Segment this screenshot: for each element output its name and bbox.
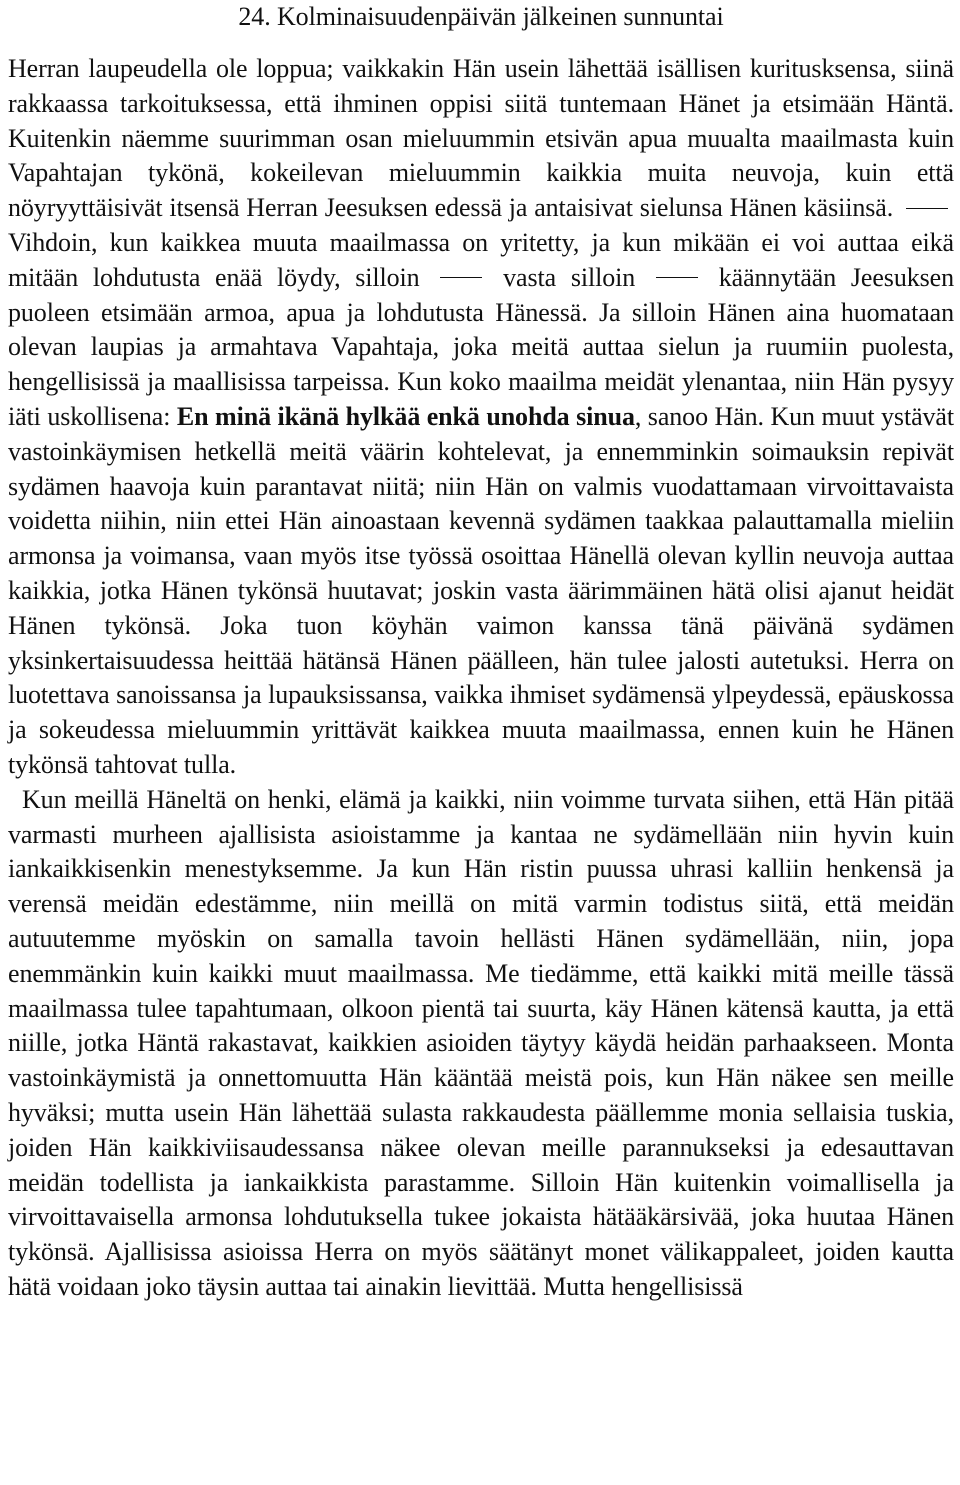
document-page xyxy=(8,0,954,1305)
em-dash xyxy=(440,277,482,278)
paragraph-2: Kun meillä Häneltä on henki, elämä ja kaikki, niin voimme turvata siihen, että Hän pitää varmasti murheen ajallisista asioistamme ja kantaa ne sydämellään niin hyvin kuin iankaikkisenkin menestyksemme. Ja kun Hän ristin puussa uhrasi kalliin henkensä ja verensä meidän edestämme, niin meillä on mitä varmin todistus siitä, että meidän autuutemme myöskin on samalla tavoin hellästi Hänen sydämellään, niin, jopa enemmänkin kuin kaikki muut maailmassa. Me tiedämme, että kaikki mitä meille tässä maailmassa tulee tapahtumaan, olkoon pientä tai suurta, käy Hänen kätensä kautta, ja että niille, jotka Häntä rakastavat, kaikkien asioiden täytyy käydä heidän parhaakseen. Monta vastoinkäymistä ja onnettomuutta Hän kääntää meistä pois, kun Hän näkee sen meille hyväksi; mutta usein Hän lähettää sulasta rakkaudesta päällemme monia sellaisia tuskia, joiden Hän kaikkiviisaudessansa näkee olevan meille parannukseksi ja edesauttavan meidän todellista ja iankaikkista parastamme. Silloin Hän kuitenkin voimallisella ja virvoittavaisella armonsa lohdutuksella tukee jokaista hätääkärsivää, joka huutaa Hänen tykönsä. Ajallisissa asioissa Herra on myös säätänyt monet välikappaleet, joiden kautta hätä voidaan joko täysin auttaa tai ainakin lievittää. Mutta hengellisissä xyxy=(8,784,954,1301)
paragraph-1-text-d: käännytään Jeesuksen puoleen etsimään armoa, apua ja lohdutusta Hänessä. Ja silloin Hänen aina huomataan olevan laupias ja armahtava Vapahtaja, joka meitä auttaa sielun ja ruumiin puolesta, hengellisissä ja maallisissa tarpeissa. Kun koko maailma meidät ylenantaa, niin Hän pysyy iäti uskollisena: xyxy=(8,262,954,431)
paragraph-1 xyxy=(8,52,954,783)
page-heading: 24. Kolminaisuudenpäivän jälkeinen sunnuntai xyxy=(238,2,724,31)
em-dash xyxy=(656,277,698,278)
paragraph-1-text-c: vasta silloin xyxy=(503,262,636,292)
paragraph-1-text-a: Herran laupeudella ole loppua; vaikkakin Hän usein lähettää isällisen kuritusksensa, siinä rakkaassa tarkoituksessa, että ihminen oppisi siitä tuntemaan Hänet ja etsimään Häntä. Kuitenkin näemme suurimman osan mieluummin etsivän apua muualta maailmasta kuin Vapahtajan tykönä, kokeilevan mieluummin kaikkia muita neuvoja, kuin että nöyryyttäisivät itsensä Herran Jeesuksen edessä ja antaisivat sielunsa Hänen käsiinsä. xyxy=(8,54,954,223)
bold-quote: En minä ikänä hylkää enkä unohda sinua xyxy=(176,401,635,431)
em-dash xyxy=(906,208,948,209)
paragraph-1-text-e: , sanoo Hän. Kun muut ystävät vastoinkäymisen hetkellä meitä väärin kohtelevat, ja ennemminkin soimauksin repivät sydämen haavoja kuin parantavat niitä; niin Hän on valmis vuodattamaan virvoittavaista voidetta niihin, niin ettei Hän ainoastaan kevennä sydämen taakkaa palauttamalla mieliin armonsa ja voimansa, vaan myös itse työssä osoittaa Hänellä olevan kyllin neuvoja auttaa kaikkia, jotka Hänen tykönsä huutavat; joskin vasta äärimmäinen hätä olisi ajanut heidät Hänen tykönsä. Joka tuon köyhän vaimon kanssa tänä päivänä sydämen yksinkertaisuudessa heittää hätänsä Hänen päälleen, hän tulee jalosti autetuksi. Herra on luotettava sanoissansa ja lupauksissansa, vaikka ihmiset sydämensä ylpeydessä, epäuskossa ja sokeudessa mieluummin yrittävät kaikkea muuta maailmassa, ennen kuin he Hänen tykönsä tahtovat tulla. xyxy=(8,401,954,779)
paragraph-1-text-b: Vihdoin, kun kaikkea muuta maailmassa on yritetty, ja kun mikään ei voi auttaa eikä mitään lohdutusta enää löydy, silloin xyxy=(8,227,954,292)
